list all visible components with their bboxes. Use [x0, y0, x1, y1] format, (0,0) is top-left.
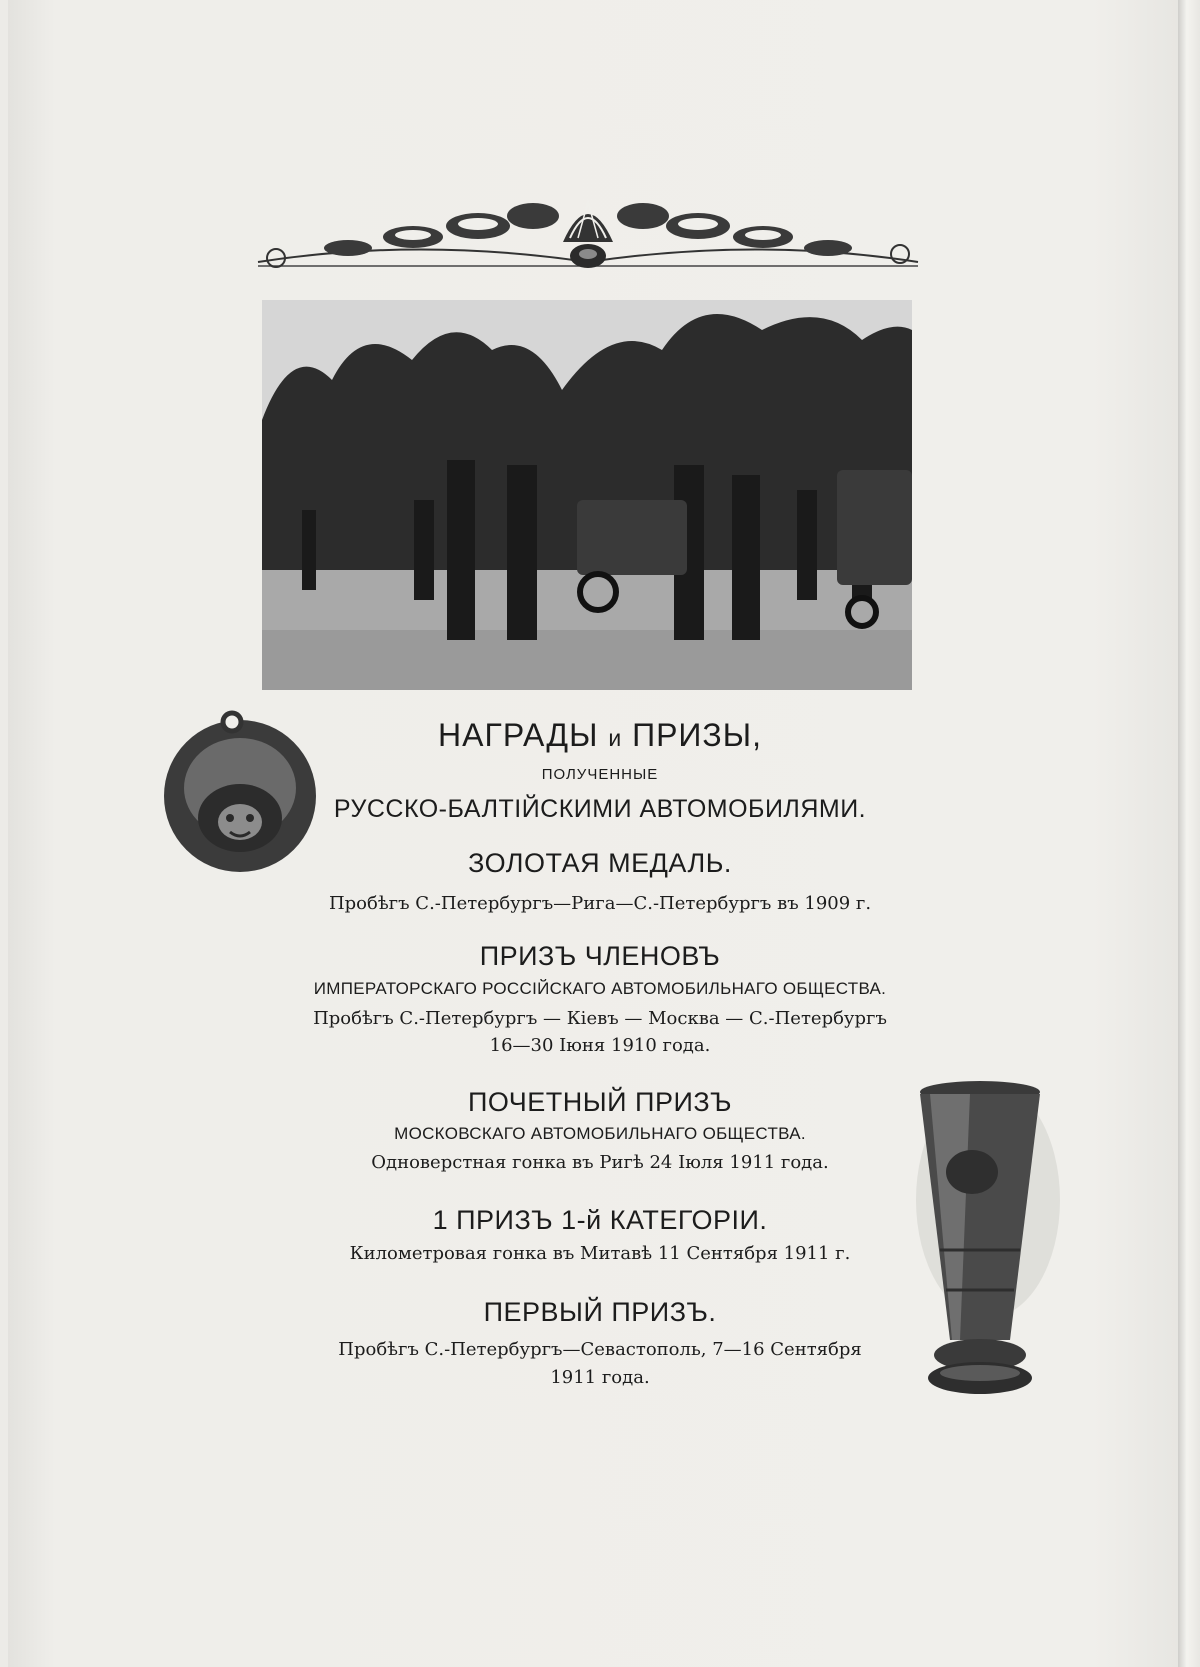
award-5-line2: 1911 года. — [550, 1367, 650, 1388]
subtitle-russo-balt: РУССКО-БАЛТІЙСКИМИ АВТОМОБИЛЯМИ. — [333, 795, 867, 823]
title-right: ПРИЗЫ, — [632, 717, 762, 753]
award-4-title: 1 ПРИЗЪ 1-й КАТЕГОРІИ. — [432, 1205, 768, 1235]
subtitle-received: ПОЛУЧЕННЫЕ — [541, 766, 659, 783]
award-2-line2: 16—30 Іюня 1910 года. — [489, 1035, 711, 1056]
award-3-title: ПОЧЕТНЫЙ ПРИЗЪ — [467, 1087, 733, 1117]
award-2-line1: Пробѣгъ С.-Петербургъ — Кіевъ — Москва — С.-Петербургъ — [313, 1008, 887, 1029]
award-2-title: ПРИЗЪ ЧЛЕНОВЪ — [479, 941, 721, 971]
photo-officers-and-automobiles — [262, 300, 912, 690]
award-2-subtitle: ИМПЕРАТОРСКАГО РОССІЙСКАГО АВТОМОБИЛЬНАГО ОБЩЕСТВА. — [313, 979, 887, 998]
award-1-title: ЗОЛОТАЯ МЕДАЛЬ. — [468, 848, 732, 878]
page-edge — [1178, 0, 1200, 1667]
title-left: НАГРАДЫ — [438, 717, 599, 753]
ornament-header-image — [248, 182, 928, 282]
award-5-title: ПЕРВЫЙ ПРИЗЪ. — [483, 1297, 717, 1327]
award-5-line1: Пробѣгъ С.-Петербургъ—Севастополь, 7—16 Сентября — [338, 1339, 862, 1360]
award-1-line: Пробѣгъ С.-Петербургъ—Рига—С.-Петербургъ въ 1909 г. — [328, 893, 872, 914]
title-conjunction: и — [608, 725, 623, 751]
award-3-subtitle: МОСКОВСКАГО АВТОМОБИЛЬНАГО ОБЩЕСТВА. — [394, 1124, 806, 1143]
award-4-line: Километровая гонка въ Митавѣ 11 Сентября 1911 г. — [349, 1243, 851, 1264]
page-title — [250, 717, 950, 754]
award-3-line: Одноверстная гонка въ Ригѣ 24 Іюля 1911 года. — [371, 1152, 829, 1173]
